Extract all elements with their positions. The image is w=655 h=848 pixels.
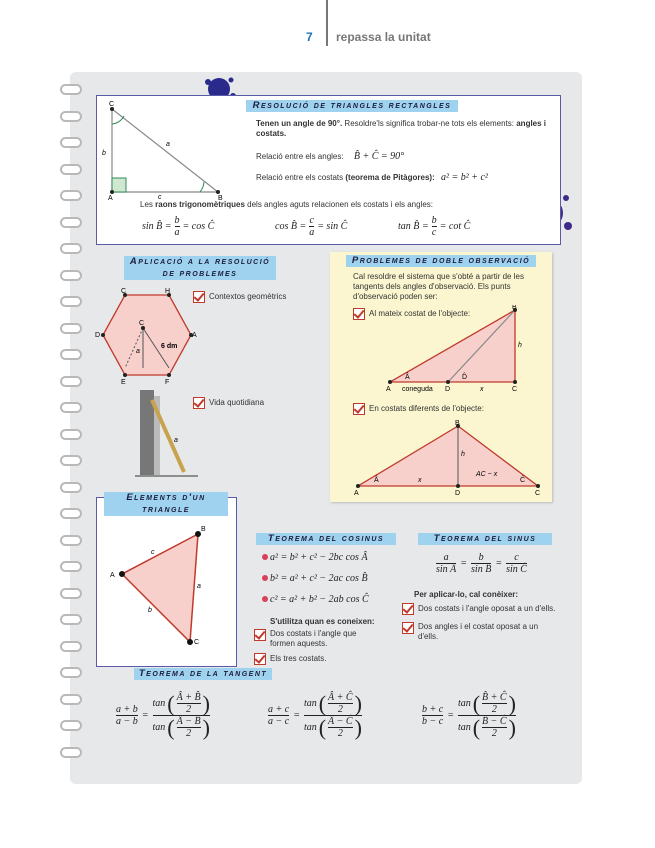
spiral-ring [60,429,82,440]
sines-title: Teorema del sinus [418,533,552,545]
checklist-item: Al mateix costat de l'objecte: [353,308,470,320]
svg-text:F: F [165,379,170,385]
right-triangle-figure [100,100,235,200]
spiral-ring [60,614,82,625]
svg-text:C: C [512,386,518,393]
application-title: Aplicació a la resolució de problemes [124,256,276,280]
spiral-ring [60,641,82,652]
spiral-ring [60,508,82,519]
svg-text:x: x [480,386,484,393]
tangent-law-formula: $\frac{b + c}{b - c}$ = tan ( $\frac{B̂ + Ĉ}{2}$ ) tan ( $\frac{B̂ - Ĉ}{2}$ ) [422,691,516,740]
checklist-item: Dos costats i l'angle que formen aquests. [254,629,374,649]
spiral-ring [60,84,82,95]
svg-text:h: h [518,342,522,349]
spiral-ring [60,535,82,546]
svg-text:a: a [197,583,201,590]
checkbox-icon [402,622,414,634]
side-label: a [166,141,170,148]
cosine-formula: c² = a² + b² − 2ab cos Ĉ [262,594,369,605]
checkbox-icon [254,653,266,665]
svg-text:C: C [535,490,541,497]
sines-apply-title: Per aplicar-lo, cal conèixer: [414,590,519,599]
svg-text:x: x [418,477,422,484]
svg-text:H: H [165,288,171,295]
general-triangle-figure [108,522,228,652]
svg-text:a: a [136,348,140,355]
svg-text:B: B [512,305,517,311]
checklist-item: Contextos geomètrics [193,291,286,303]
vertex-label: C [109,101,115,108]
cosines-usage-title: S'utilitza quan es coneixen: [270,617,375,626]
svg-text:B: B [455,420,460,427]
svg-text:coneguda: coneguda [402,386,433,393]
spiral-ring [60,588,82,599]
svg-text:6 dm: 6 dm [161,343,178,350]
side-label: c [158,194,162,200]
spiral-ring [60,376,82,387]
spiral-ring [60,217,82,228]
svg-text:C: C [194,639,200,646]
cosine-ratio: cos B̂ = $\frac{c}{a}$ = sin Ĉ [275,215,348,238]
spiral-ring [60,243,82,254]
same-side-figure [380,305,540,395]
spiral-ring [60,111,82,122]
checkbox-icon [254,629,266,641]
spiral-ring [60,296,82,307]
svg-text:c: c [151,549,155,556]
hexagon-figure [95,285,205,385]
checklist-item: Vida quotidiana [193,397,264,409]
tangent-law-formula: $\frac{a + b}{a - b}$ = tan ( $\frac{Â + B̂}{2}$ ) tan ( $\frac{Â - B̂}{2}$ ) [116,691,210,740]
svg-text:D: D [445,386,451,393]
spiral-ring [60,137,82,148]
spiral-ring [60,561,82,572]
svg-text:Â: Â [405,374,410,381]
checkbox-icon [193,291,205,303]
spiral-ring [60,667,82,678]
page-number: 7 [306,30,313,44]
svg-text:Â: Â [374,477,379,484]
checklist-item: En costats diferents de l'objecte: [353,403,484,415]
svg-text:h: h [461,451,465,458]
tangent-ratio: tan B̂ = $\frac{b}{c}$ = cot Ĉ [398,215,471,238]
spiral-ring [60,349,82,360]
spiral-ring [60,402,82,413]
svg-text:A: A [386,386,391,393]
spiral-ring [60,323,82,334]
svg-text:B: B [201,526,206,533]
spiral-ring [60,720,82,731]
double-observation-title: Problemes de doble observació [346,255,536,267]
spiral-ring [60,455,82,466]
svg-text:D̂: D̂ [462,374,468,381]
sine-ratio: sin B̂ = $\frac{b}{a}$ = cos Ĉ [142,215,215,238]
side-label: b [102,150,106,157]
spiral-ring [60,270,82,281]
checkbox-icon [353,403,365,415]
checklist-item: Els tres costats. [254,653,326,665]
spiral-ring [60,482,82,493]
cosine-formula: b² = a² + c² − 2ac cos B̂ [262,573,368,584]
checkbox-icon [402,603,414,615]
spiral-ring [60,694,82,705]
svg-text:A: A [192,332,197,339]
checkbox-icon [193,397,205,409]
checklist-item: Dos angles i el costat oposat a un d'ells. [402,622,552,642]
tangent-title: Teorema de la tangent [134,668,272,680]
cosines-title: Teorema del cosinus [256,533,396,545]
svg-text:b: b [148,607,152,614]
elements-title: Elements d'un triangle [104,492,228,516]
svg-text:C: C [139,320,145,327]
right-triangles-title: Resolució de triangles rectangles [246,100,458,112]
checkbox-icon [353,308,365,320]
svg-text:a: a [174,437,178,444]
svg-text:Ĉ: Ĉ [520,477,526,484]
angles-relation: Relació entre els angles: B̂ + Ĉ = 90° [256,151,405,162]
svg-text:E: E [121,379,126,385]
double-observation-intro: Cal resoldre el sistema que s'obté a partir de les tangents dels angles d'observació. Els punts d'observació poden ser: [353,272,524,301]
spiral-ring [60,164,82,175]
vertex-label: A [108,195,113,200]
section-title: repassa la unitat [336,30,431,44]
svg-text:AC − x: AC − x [476,471,498,478]
checklist-item: Dos costats i l'angle oposat a un d'ells. [402,603,555,615]
cosine-formula: a² = b² + c² − 2bc cos Â [262,552,368,563]
svg-text:A: A [354,490,359,497]
svg-text:C: C [121,288,127,295]
tangent-law-formula: $\frac{a + c}{a - c}$ = tan ( $\frac{Â + Ĉ}{2}$ ) tan ( $\frac{Â - Ĉ}{2}$ ) [268,691,362,740]
vertex-label: B [218,195,223,200]
ratios-text: Les raons trigonomètriques dels angles aguts relacionen els costats i els angles: [140,200,434,209]
sine-law-formula: $\frac{a}{\text{sin Â}}$ = $\frac{b}{\text{sin B̂}}$ = $\frac{c}{\text{sin Ĉ}}$ [436,552,527,575]
svg-text:D: D [95,332,101,339]
right-triangles-intro: Tenen un angle de 90°. Resoldre'ls significa trobar-ne tots els elements: angles i costats. [256,119,547,138]
sides-relation: Relació entre els costats (teorema de Pitàgores): a² = b² + c² [256,172,488,183]
svg-text:A: A [110,572,115,579]
spiral-ring [60,190,82,201]
ladder-illustration [130,390,200,480]
svg-text:D: D [455,490,461,497]
header-divider [326,0,328,46]
spiral-ring [60,747,82,758]
opposite-sides-figure [348,418,548,498]
